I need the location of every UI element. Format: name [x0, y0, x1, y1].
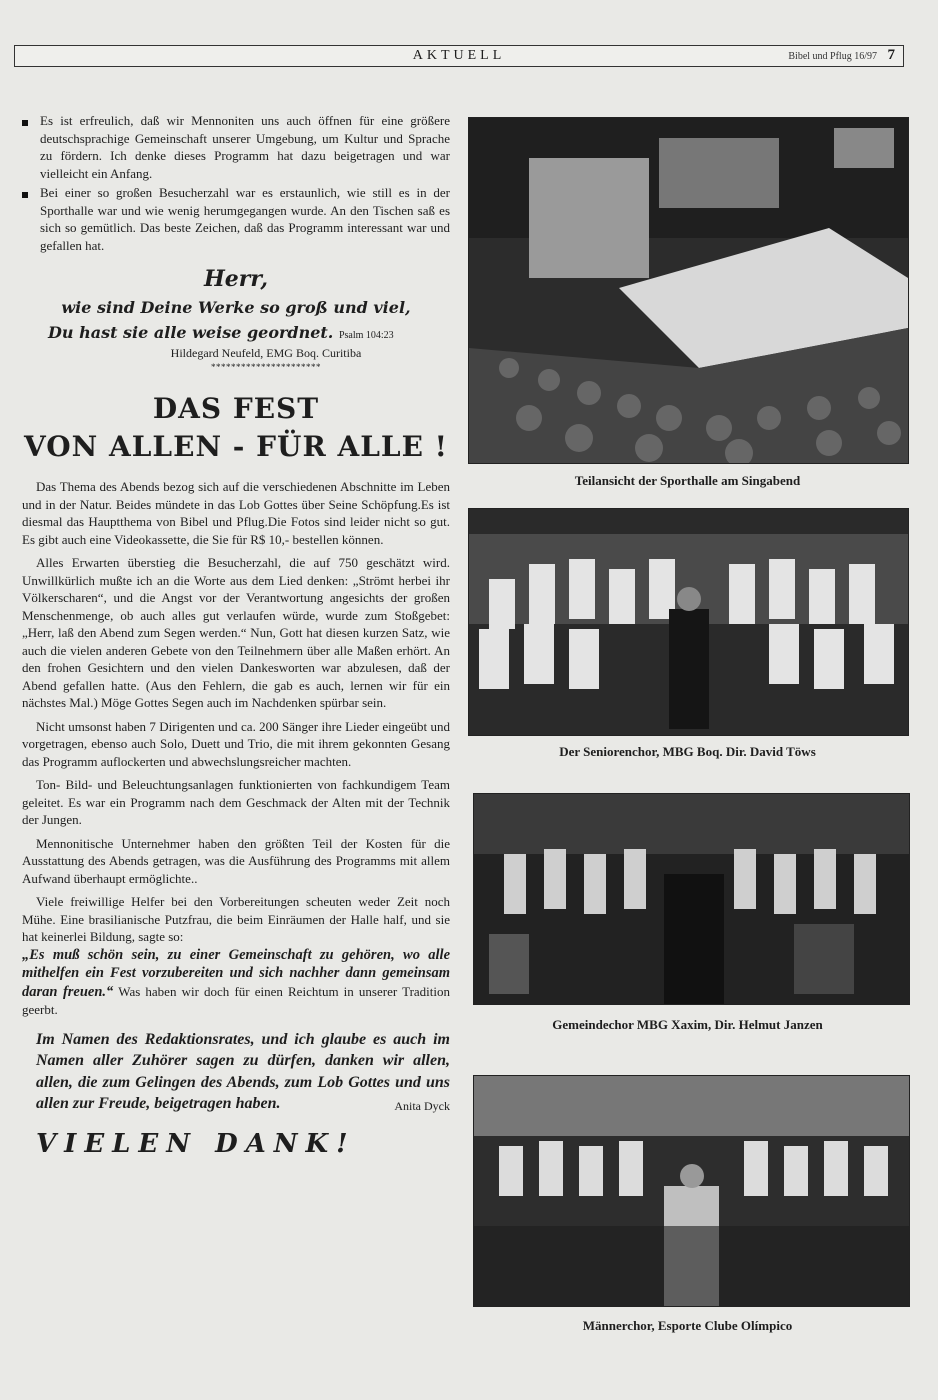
psalm-block [22, 266, 450, 372]
psalm-author: Hildegard Neufeld, EMG Boq. Curitiba [170, 346, 362, 360]
article-paragraph: Das Thema des Abends bezog sich auf die verschiedenen Abschnitte im Leben und in der Natur. Beides mündete in das Lob Gottes über Seine Schöpfung.Es ist diesmal das Hauptthema von Bibel und Pflug.Die Fotos sind leider nicht so gut. Es gibt auch eine Videokassette, die Sie für R$ 10,- bestellen können. [22, 479, 450, 547]
article-title [22, 390, 450, 466]
quote-paragraph [22, 946, 450, 1019]
page-number: 7 [887, 47, 895, 63]
photo-caption: Der Seniorenchor, MBG Boq. Dir. David Töws [559, 744, 816, 759]
article-paragraph: Nicht umsonst haben 7 Dirigenten und ca. 200 Sänger ihre Lieder eingeübt und vorgetragen, ebenso auch Solo, Duett und Trio, die mit ihrem gekonnten Gesang das Programm auflockerten und abwechslungsreicher machten. [22, 718, 450, 769]
publication-name: Bibel und Pflug [788, 51, 852, 62]
bullet-square-icon [22, 120, 28, 126]
photo-caption: Teilansicht der Sporthalle am Singabend [574, 473, 801, 488]
psalm-line-2: wie sind Deine Werke so groß und viel, [61, 298, 411, 317]
article-body [22, 478, 450, 1019]
thanks-heading: VIELEN DANK! [36, 1128, 356, 1159]
photo-caption: Männerchor, Esporte Clube Olímpico [582, 1318, 793, 1333]
article-title-line-2: VON ALLEN - FÜR ALLE ! [24, 430, 448, 463]
article-paragraph: Mennonitische Unternehmer haben den größten Teil der Kosten für die Ausstattung des Abends getragen, was die Ausführung des Programms mit allem Aufwand überhaupt ermöglichte.. [22, 835, 450, 886]
article-title-line-1: DAS FEST [152, 392, 320, 425]
psalm-line-3: Du hast sie alle weise geordnet. Psalm 104:23 [48, 323, 394, 342]
cleaner-quote: „Es muß schön sein, zu einer Gemeinschaft zu gehören, wo alle mithelfen ein Fest vorzubereiten und sich nachher dann gemeinsam daran freuen.“ [22, 946, 450, 1000]
left-column [22, 112, 450, 1159]
closing-statement: Im Namen des Redaktionsrates, und ich glaube es auch im Namen aller Zuhörer sagen zu dürfen, danken wir allen, allen, die zum Gelingen des Abends, zum Lob Gottes und uns allen zur Freude, beigetragen haben. Anita Dyck [22, 1029, 450, 1115]
page-header [14, 45, 904, 67]
photo-church-choir [473, 793, 910, 1005]
photo-senior-choir [468, 508, 909, 736]
psalm-line-1: Herr, [203, 266, 269, 292]
issue-number: 16/97 [854, 51, 877, 62]
article-paragraph: Viele freiwillige Helfer bei den Vorbereitungen scheuten weder Zeit noch Mühe. Eine brasilianische Putzfrau, die beim Einräumen der Halle half, und sie hat keinerlei Bildung, sagte so: [22, 894, 450, 944]
bullet-item: Bei einer so großen Besucherzahl war es erstaunlich, wie still es in der Sporthalle war und wie wenig herumgegangen wurde. An den Tischen saß es sich so gemütlich. Das beste Zeichen, daß das Programm interessant war und gefallen hat. [22, 184, 450, 254]
article-paragraph: Alles Erwarten überstieg die Besucherzahl, die auf 750 geschätzt wird. Unwillkürlich mußte ich an die Worte aus dem Lied denken: „Strömt herbei ihr Völkerscharen“, und die Angst vor der Verantwortung angesichts der großen Menschenmenge, ob auch alles gut verlaufen würde, wurde zum Stoßgebet: „Herr, laß den Abend zum Segen werden.“ Nun, Gott hat diesen kurzen Satz, wie auch die vielen anderen Gebete von den Teilnehmern über alle Maßen erhört. An den frohen Gesichtern und den vielen Dankesworten war abzulesen, daß der Abend gefallen hatte. (Aus den Fehlern, die gab es auch, lernen wir für ein nächstes Mal.) Möge Gottes Segen auch im Nachdenken spürbar sein. [22, 555, 450, 710]
photo-mens-choir [473, 1075, 910, 1307]
bullet-list [22, 112, 450, 254]
psalm-reference: Psalm 104:23 [338, 330, 394, 341]
after-quote-text: Was haben wir doch für einen Reichtum in unserer Tradition geerbt. [22, 983, 451, 1017]
bullet-square-icon [22, 192, 28, 198]
photo-caption: Gemeindechor MBG Xaxim, Dir. Helmut Janzen [552, 1017, 823, 1032]
section-title: AKTUELL [412, 48, 506, 63]
bullet-item: Es ist erfreulich, daß wir Mennoniten uns auch öffnen für eine größere deutschsprachige Gemeinschaft unserer Umgebung, um Kultur und Sprache zu fördern. Ich denke dieses Programm hat dazu beigetragen und war vielleicht ein Anfang. [22, 112, 450, 182]
signer-name: Anita Dyck [394, 1099, 450, 1113]
publication-info [788, 51, 877, 62]
photo-sports-hall [468, 117, 909, 464]
star-divider: ********************** [211, 362, 321, 372]
article-paragraph: Ton- Bild- und Beleuchtungsanlagen funktionierten von fachkundigem Team geleitet. Es war ein Programm nach dem Geschmack der Alten mit der Technik der Jungen. [22, 777, 450, 827]
